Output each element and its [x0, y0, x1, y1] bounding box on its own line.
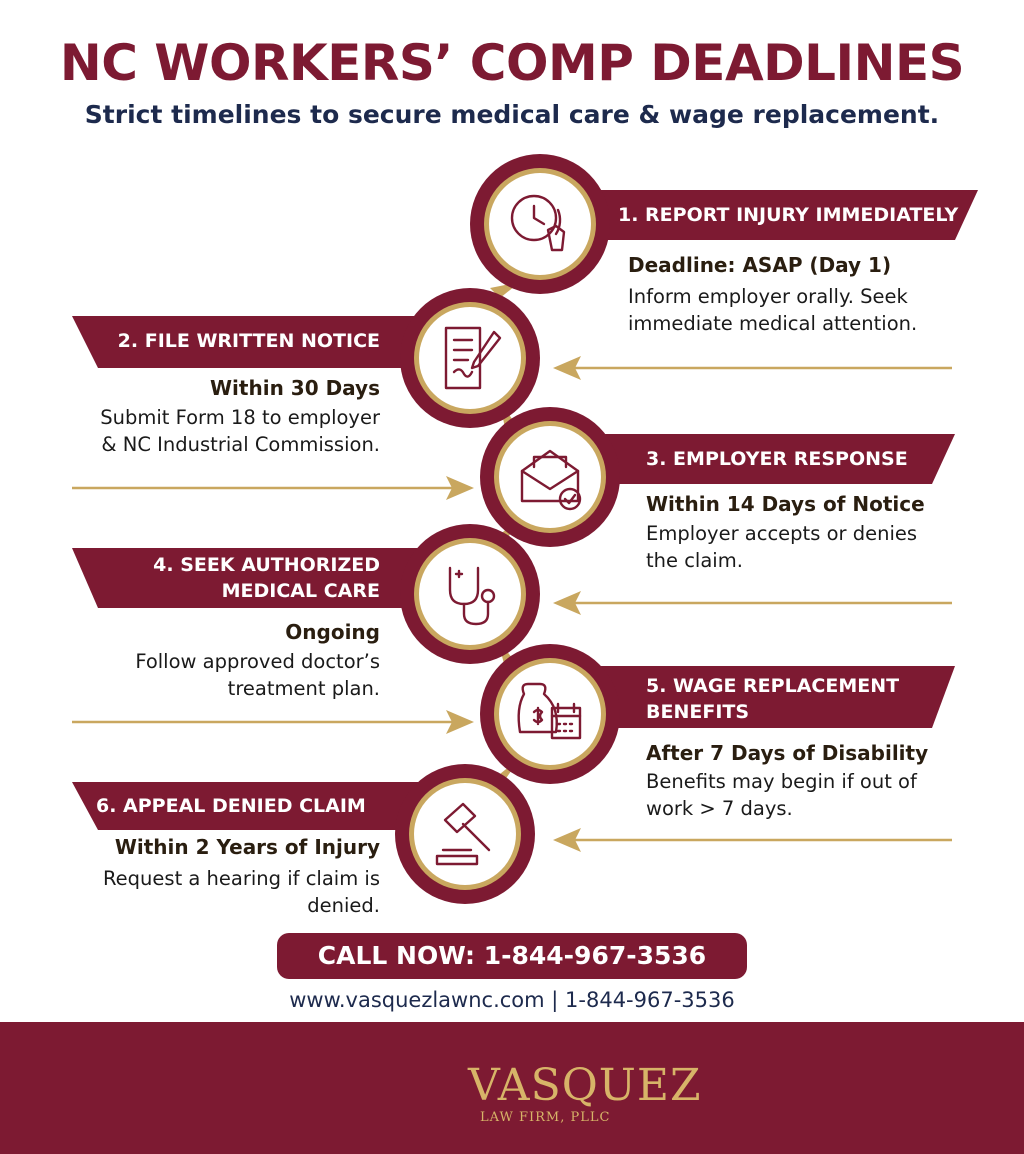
step-5-title: 5. WAGE REPLACEMENT BENEFITS [646, 675, 900, 723]
step-1-title: 1. REPORT INJURY IMMEDIATELY [618, 204, 959, 226]
step-2-title: 2. FILE WRITTEN NOTICE [117, 330, 380, 352]
page-title: NC WORKERS’ COMP DEADLINES [59, 34, 965, 92]
step-4-description: Follow approved doctor’s treatment plan. [135, 650, 380, 700]
step-3-title: 3. EMPLOYER RESPONSE [646, 448, 908, 470]
call-now-button[interactable]: CALL NOW: 1-844-967-3536 [277, 933, 747, 979]
step-6-description: Request a hearing if claim is denied. [103, 867, 380, 917]
brand-subtitle: LAW FIRM, PLLC [480, 1110, 611, 1125]
step-4-title: 4. SEEK AUTHORIZED MEDICAL CARE [153, 554, 380, 602]
step-2-deadline: Within 30 Days [210, 376, 380, 400]
step-1-description: Inform employer orally. Seek immediate medical attention. [628, 285, 918, 335]
page-subtitle: Strict timelines to secure medical care & wage replacement. [84, 100, 940, 129]
step-6-title: 6. APPEAL DENIED CLAIM [96, 795, 366, 817]
step-5-deadline: After 7 Days of Disability [646, 741, 929, 765]
step-4-deadline: Ongoing [285, 620, 380, 644]
step-5-description: Benefits may begin if out of work > 7 days. [646, 770, 917, 820]
step-6-deadline: Within 2 Years of Injury [114, 835, 380, 859]
step-1-deadline: Deadline: ASAP (Day 1) [628, 253, 892, 277]
step-3-description: Employer accepts or denies the claim. [646, 522, 918, 572]
brand-name: VASQUEZ [468, 1060, 702, 1111]
step-3-deadline: Within 14 Days of Notice [646, 492, 925, 516]
contact-line[interactable]: www.vasquezlawnc.com | 1-844-967-3536 [289, 988, 735, 1012]
step-circles [395, 154, 620, 904]
step-2-description: Submit Form 18 to employer & NC Industrial Commission. [100, 406, 380, 456]
